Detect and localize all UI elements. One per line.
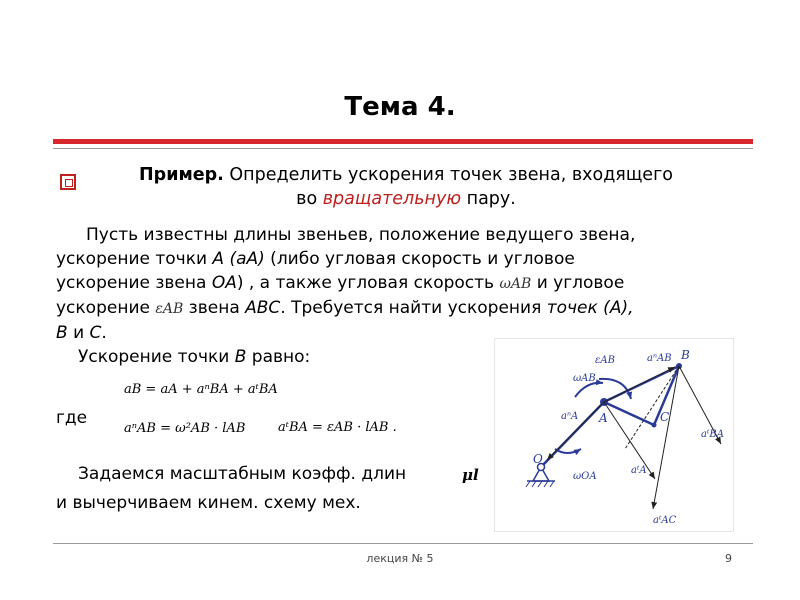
label-omega-oa: ωOA [573, 471, 597, 482]
para-line-1: Пусть известны длины звеньев, положение ведущего звена, [86, 225, 636, 245]
mechanism-diagram [494, 338, 734, 532]
title-underline-grey [53, 148, 753, 149]
label-b: B [681, 348, 690, 362]
example-label: Пример. [139, 165, 224, 185]
equation-tangential-accel: aᵗBA = εAB · lAB . [278, 420, 397, 435]
footer-lecture: лекция № 5 [366, 552, 434, 565]
label-at-ba: aᵗBA [701, 429, 724, 440]
label-omega-ab: ωAB [573, 373, 596, 384]
para-line-5: B и C. [56, 323, 107, 343]
accel-b-line: Ускорение точки B равно: [78, 347, 311, 367]
para-line-2: ускорение точки A (aA) (либо угловая скорость и угловое [56, 249, 575, 269]
label-an-b: aⁿAB [647, 353, 672, 364]
example-heading [66, 163, 746, 211]
label-an-a: aⁿA [561, 411, 579, 422]
where-label: где [56, 408, 88, 428]
example-text-2-pre: во [296, 189, 323, 209]
label-c: C [660, 410, 670, 424]
footer-page-number: 9 [725, 552, 732, 565]
para-line-3: ускорение звена OA) , а также угловая скорость ωAB и угловое [56, 273, 625, 293]
para-line-4: ускорение εAB звена ABC. Требуется найти ускорения точек (А), [56, 298, 634, 318]
footer-rule [53, 543, 753, 544]
label-at-a: aᵗA [631, 465, 647, 476]
title-underline-red [53, 139, 753, 144]
label-a: A [599, 411, 608, 425]
label-o: O [533, 452, 543, 466]
mechanism-svg [495, 339, 733, 531]
omega-ab-arc [575, 383, 603, 397]
joint-c [652, 423, 657, 428]
slide-title: Тема 4. [344, 92, 456, 122]
label-at-ac: aᵗAC [653, 515, 677, 526]
example-text-1: Определить ускорения точек звена, входящего [223, 165, 673, 185]
scale-symbol: μl [462, 466, 479, 484]
draw-line: и вычерчиваем кинем. схему мех. [56, 493, 361, 513]
scale-line: Задаемся масштабным коэфф. длин [78, 464, 407, 484]
example-highlight: вращательную [322, 189, 462, 209]
equation-normal-accel: aⁿAB = ω²AB · lAB [124, 421, 246, 436]
vec-an-ab [604, 367, 675, 402]
vec-at-ac [653, 366, 679, 509]
equation-accel-b: aB = aA + aⁿBA + aᵗBA [124, 382, 278, 397]
example-text-2-post: пару. [461, 189, 516, 209]
problem-paragraph [56, 223, 746, 345]
label-eps-ab: εAB [595, 355, 615, 366]
